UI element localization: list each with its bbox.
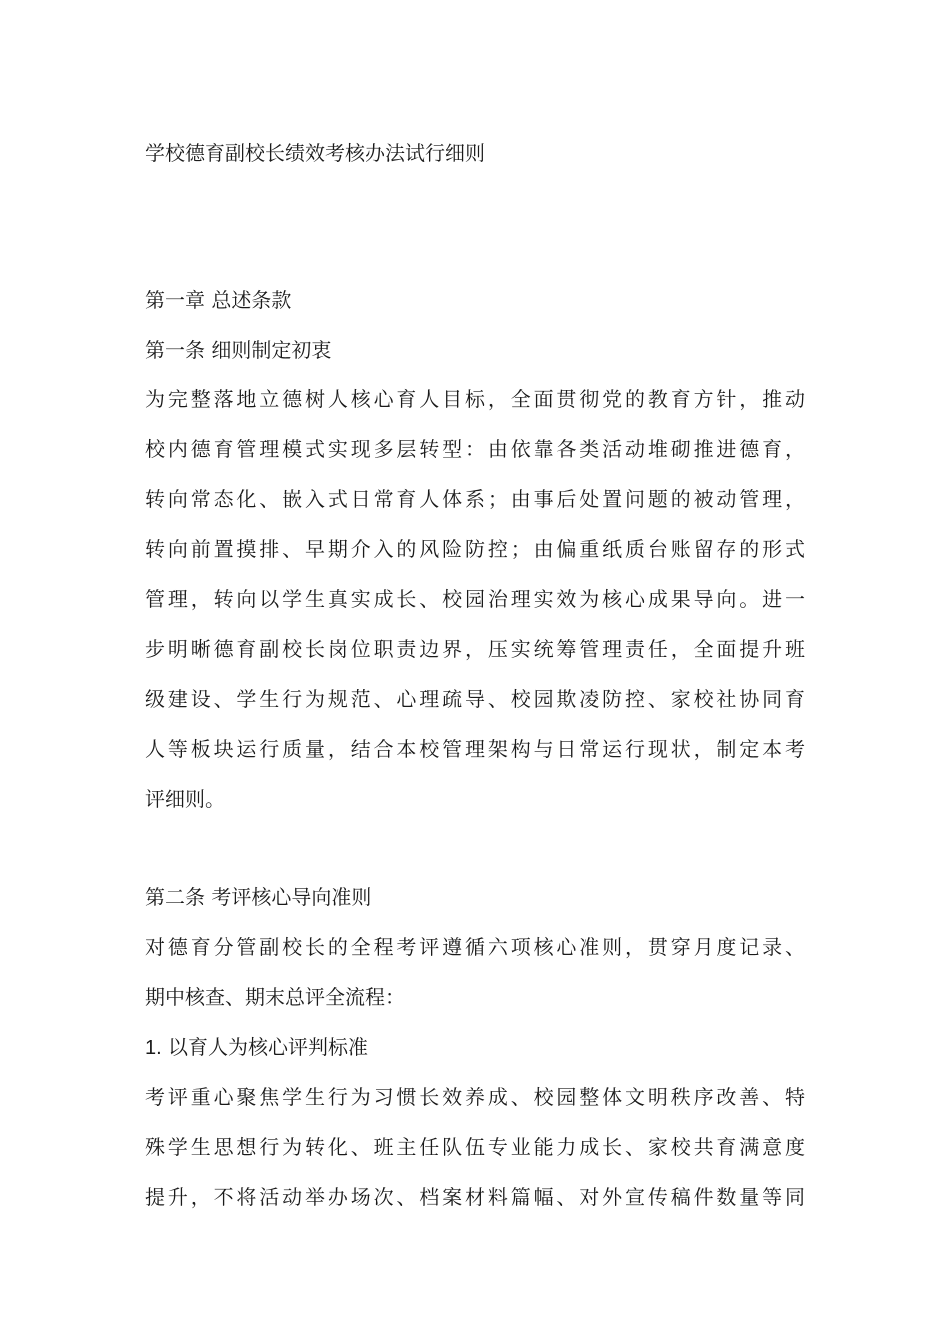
article-1-line: 转向常态化、嵌入式日常育人体系；由事后处置问题的被动管理， bbox=[145, 487, 805, 511]
article-1-line: 为完整落地立德树人核心育人目标，全面贯彻党的教育方针，推动 bbox=[145, 387, 805, 411]
article-2-line: 对德育分管副校长的全程考评遵循六项核心准则，贯穿月度记录、 bbox=[145, 935, 805, 959]
document-title: 学校德育副校长绩效考核办法试行细则 bbox=[145, 141, 485, 165]
item-1-number: 1. bbox=[145, 1037, 162, 1059]
article-2-heading: 第二条 考评核心导向准则 bbox=[145, 885, 372, 909]
article-1-line: 人等板块运行质量，结合本校管理架构与日常运行现状，制定本考 bbox=[145, 737, 805, 761]
item-1-line: 考评重心聚焦学生行为习惯长效养成、校园整体文明秩序改善、特 bbox=[145, 1085, 805, 1109]
article-1-line: 步明晰德育副校长岗位职责边界，压实统筹管理责任，全面提升班 bbox=[145, 637, 805, 661]
item-1-heading bbox=[145, 1032, 805, 1063]
article-1-line: 评细则。 bbox=[145, 787, 225, 811]
article-2-line: 期中核查、期末总评全流程： bbox=[145, 985, 405, 1009]
item-1-line: 殊学生思想行为转化、班主任队伍专业能力成长、家校共育满意度 bbox=[145, 1135, 805, 1159]
item-1-line: 提升，不将活动举办场次、档案材料篇幅、对外宣传稿件数量等同 bbox=[145, 1185, 805, 1209]
article-1-line: 级建设、学生行为规范、心理疏导、校园欺凌防控、家校社协同育 bbox=[145, 687, 805, 711]
article-1-line: 校内德育管理模式实现多层转型：由依靠各类活动堆砌推进德育， bbox=[145, 437, 805, 461]
item-1-title: 以育人为核心评判标准 bbox=[168, 1035, 369, 1059]
article-1-line: 转向前置摸排、早期介入的风险防控；由偏重纸质台账留存的形式 bbox=[145, 537, 805, 561]
article-1-heading: 第一条 细则制定初衷 bbox=[145, 338, 332, 362]
article-1-line: 管理，转向以学生真实成长、校园治理实效为核心成果导向。进一 bbox=[145, 587, 805, 611]
chapter-heading: 第一章 总述条款 bbox=[145, 288, 292, 312]
